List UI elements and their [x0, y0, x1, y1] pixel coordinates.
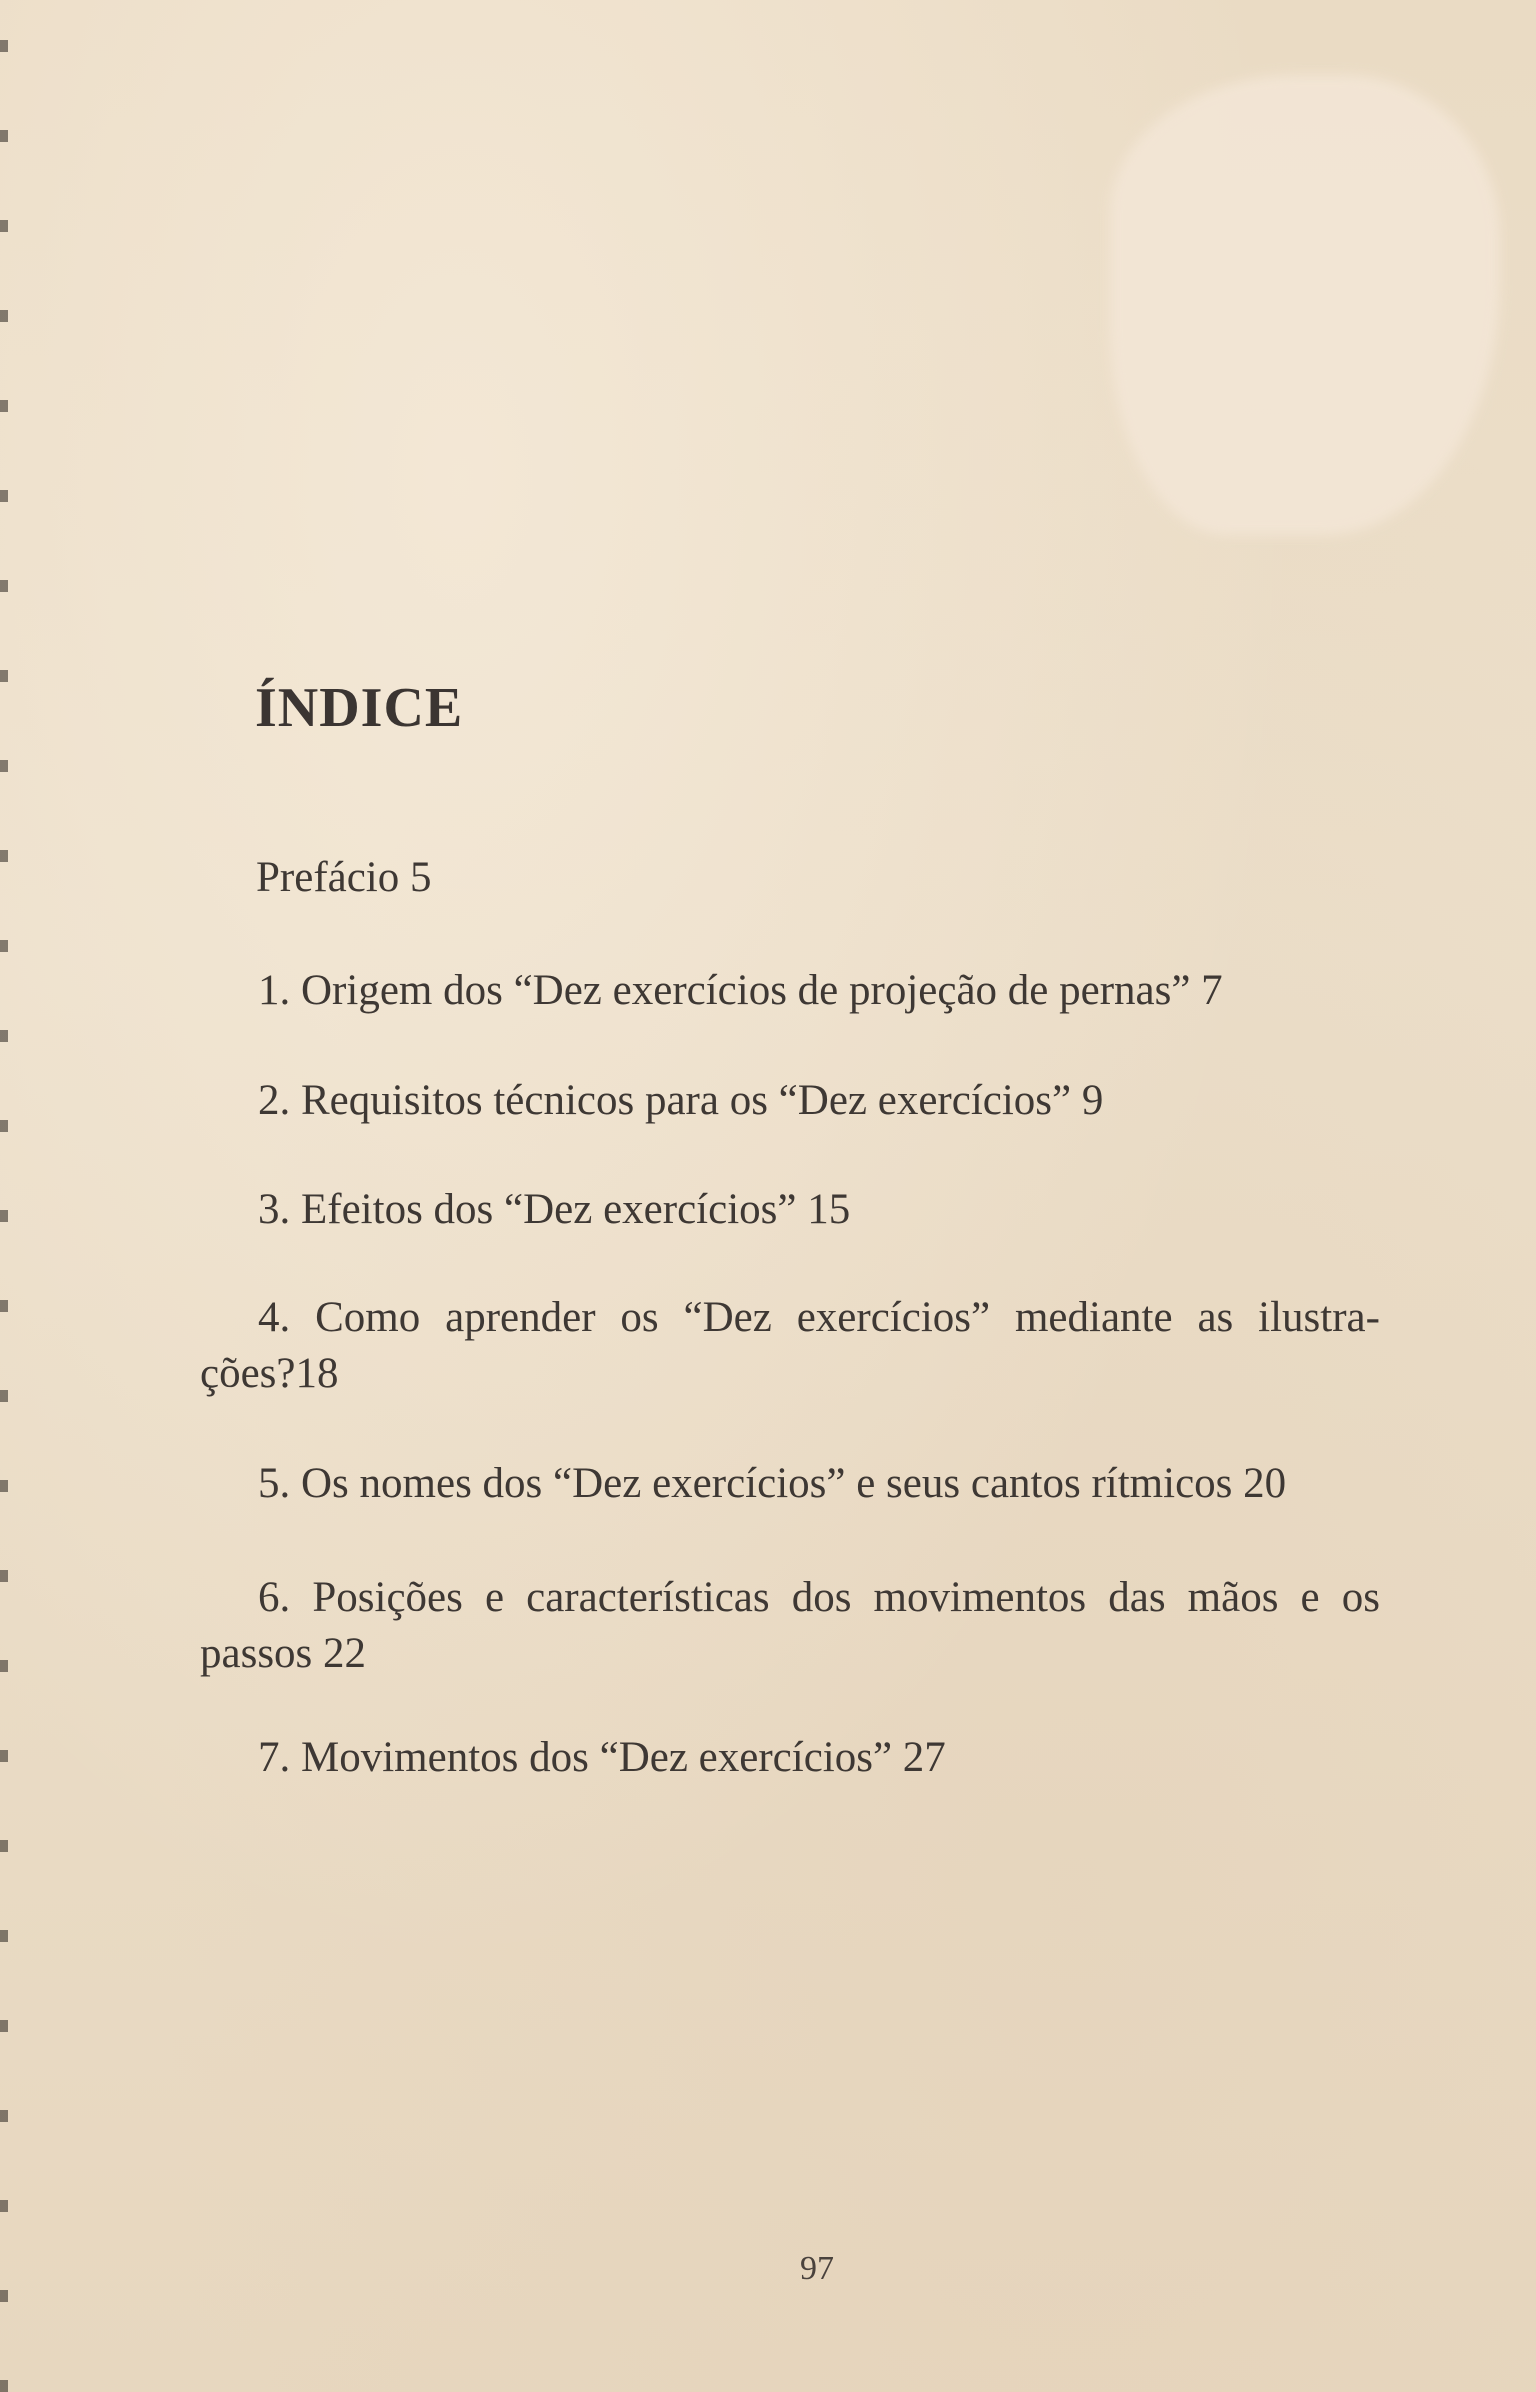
toc-word: “Dez: [683, 1294, 772, 1341]
toc-word: e: [484, 1574, 505, 1621]
toc-word: Como: [315, 1294, 421, 1341]
toc-entry-4-line2: ções?18: [200, 1350, 339, 1397]
toc-word: características: [526, 1574, 770, 1621]
toc-word: mediante: [1014, 1294, 1173, 1341]
toc-entry-4: [200, 1290, 1380, 1402]
toc-entry-4-line1: [200, 1290, 1380, 1346]
toc-entry-2: 2. Requisitos técnicos para os “Dez exercícios” 9: [258, 1077, 1104, 1124]
toc-word: as: [1197, 1294, 1234, 1341]
toc-entry-5: 5. Os nomes dos “Dez exercícios” e seus cantos rítmicos 20: [258, 1460, 1287, 1507]
toc-word: das: [1108, 1574, 1166, 1621]
toc-word: e: [1300, 1574, 1320, 1621]
toc-word: 4.: [258, 1294, 291, 1341]
toc-word: os: [620, 1294, 659, 1341]
toc-word: os: [1341, 1574, 1380, 1621]
scan-edge: [0, 0, 8, 2392]
toc-word: dos: [791, 1574, 852, 1621]
toc-word: ilustra-: [1258, 1294, 1380, 1341]
toc-entry-7: 7. Movimentos dos “Dez exercícios” 27: [258, 1734, 946, 1781]
toc-word: 6.: [258, 1574, 291, 1621]
page-title: ÍNDICE: [255, 677, 464, 739]
toc-entry-3: 3. Efeitos dos “Dez exercícios” 15: [258, 1186, 851, 1233]
toc-word: aprender: [445, 1294, 596, 1341]
toc-word: mãos: [1187, 1574, 1279, 1621]
toc-word: movimentos: [873, 1574, 1087, 1621]
page-number: 97: [800, 2250, 834, 2287]
toc-entry-6-line2: passos 22: [200, 1630, 367, 1677]
toc-entry-1: 1. Origem dos “Dez exercícios de projeção de pernas” 7: [258, 967, 1223, 1014]
toc-entry-preface: Prefácio 5: [256, 854, 432, 901]
toc-word: Posições: [312, 1574, 463, 1621]
toc-entry-6: [200, 1570, 1380, 1682]
paper-light-patch: [1110, 75, 1500, 535]
toc-word: exercícios”: [796, 1294, 991, 1341]
toc-entry-6-line1: [200, 1570, 1380, 1626]
